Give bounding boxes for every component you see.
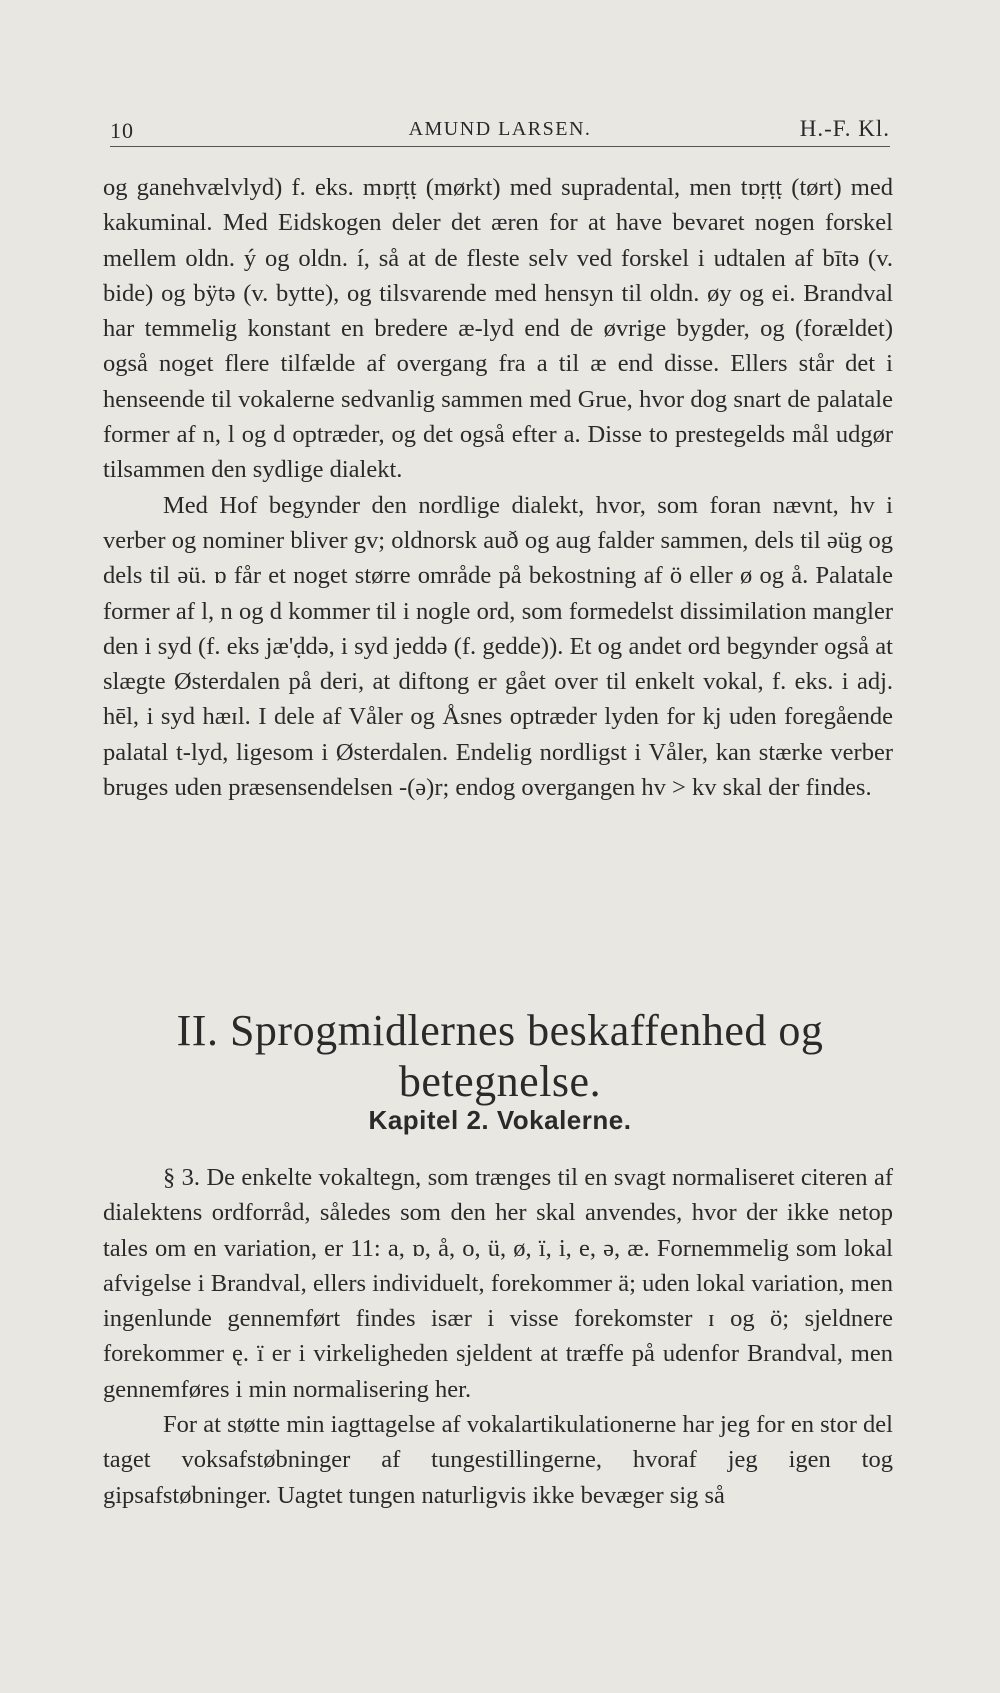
paragraph: § 3. De enkelte vokaltegn, som trænges til en svagt normaliseret citeren af dialektens ordforråd, således som den her skal anvendes, hvor der ikke netop tales om en variation, er 11: a, ɒ, å, o, ü, ø, ï, i, e, ə, æ. Fornemmelig som lokal afvigelse i Brandval, ellers individuelt, forekommer ä; uden lokal variation, men ingenlunde gennemført findes især i visse forekomster ɪ og ö; sjeldnere forekommer ę. ï er i virkeligheden sjeldent at træffe på udenfor Brandval, men gennemføres i min normalisering her. xyxy=(103,1164,893,1403)
section-subtitle: Kapitel 2. Vokalerne. xyxy=(368,1105,632,1135)
chapter-title: II. Sprogmidlernes beskaffenhed og betegnelse. xyxy=(176,1006,824,1106)
paragraph: For at støtte min iagttagelse af vokalartikulationerne har jeg for en stor del taget voksafstøbninger af tungestillingerne, hvoraf jeg igen tog gipsafstøbninger. Uagtet tungen naturligvis ikke bevæger sig så xyxy=(103,1411,893,1509)
page-number: 10 xyxy=(110,118,134,143)
body-text xyxy=(103,170,893,805)
paragraph: og ganehvælvlyd) f. eks. mɒṛṭṭ (mørkt) med supradental, men tɒṛṭṭ (tørt) med kakuminal. Med Eidskogen deler det æren for at have bevaret nogen forskel mellem oldn. ý og oldn. í, så at de fleste selv ved forskel i udtalen af bītə (v. bide) og bÿtə (v. bytte), og tilsvarende med hensyn til oldn. øy og ei. Brandval har temmelig konstant en bredere æ-lyd end de øvrige bygder, og (forældet) også noget flere tilfælde af overgang fra a til æ end disse. Ellers står det i henseende til vokalerne sedvanlig sammen med Grue, hvor dog snart de palatale former af n, l og d optræder, og det også efter a. Disse to prestegelds mål udgør tilsammen den sydlige dialekt. xyxy=(103,174,893,484)
running-header xyxy=(110,112,890,147)
paragraph: Med Hof begynder den nordlige dialekt, hvor, som foran nævnt, hv i verber og nominer bliver gv; oldnorsk auð og aug falder sammen, dels til əüg og dels til əü. ɒ får et noget større område på bekostning af ö eller ø og å. Palatale former af l, n og d kommer til i nogle ord, som formedelst dissimilation mangler den i syd (f. eks jæ'ḍdə, i syd jeddə (f. gedde)). Et og andet ord begynder også at slægte Østerdalen på deri, at diftong er gået over til enkelt vokal, f. eks. i adj. hēl, i syd hæɪl. I dele af Våler og Åsnes optræder lyden for kj uden foregående palatal t-lyd, ligesom i Østerdalen. Endelig nordligst i Våler, kan stærke verber bruges uden præsensendelsen -(ə)r; endog overgangen hv > kv skal der findes. xyxy=(103,491,893,802)
section-body-text xyxy=(103,1160,893,1513)
running-class: H.-F. Kl. xyxy=(799,116,890,141)
running-author: AMUND LARSEN. xyxy=(408,118,592,140)
